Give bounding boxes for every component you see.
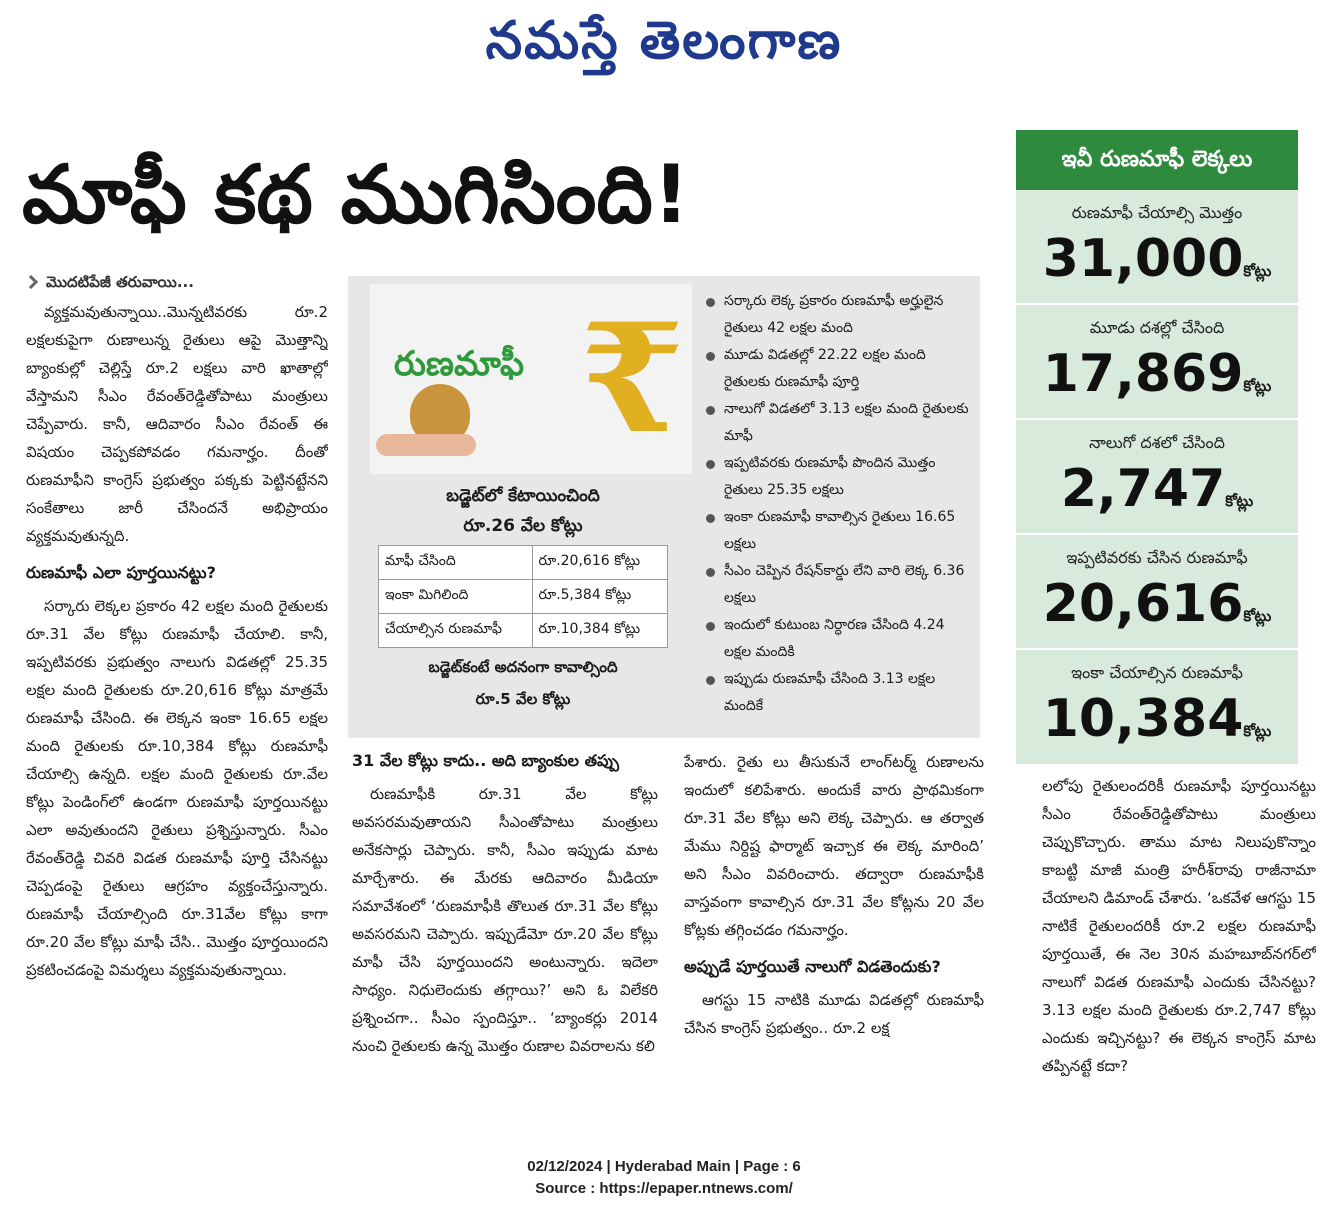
stat-item bbox=[1016, 305, 1298, 420]
table-cell-value: రూ.5,384 కోట్లు bbox=[532, 580, 667, 614]
stat-item bbox=[1016, 535, 1298, 650]
stat-label: రుణమాఫీ చేయాల్సి మొత్తం bbox=[1071, 203, 1243, 222]
list-item: ఇంకా రుణమాఫీ కావాల్సిన రైతులు 16.65 లక్షలు bbox=[704, 504, 970, 558]
masthead-logo: నమస్తే తెలంగాణ bbox=[485, 10, 843, 71]
chevron-right-icon bbox=[26, 275, 38, 289]
rupee-icon: ₹ bbox=[580, 291, 685, 467]
stat-label: మూడు దశల్లో చేసింది bbox=[1089, 318, 1225, 337]
list-item: ఇందులో కుటుంబ నిర్ధారణ చేసింది 4.24 లక్షల మందికి bbox=[704, 612, 970, 666]
stat-item bbox=[1016, 650, 1298, 765]
graphic-label: రుణమాఫీ bbox=[394, 344, 525, 384]
column-2 bbox=[352, 748, 658, 1088]
list-item: సర్కారు లెక్క ప్రకారం రుణమాఫీ అర్హులైన రైతులు 42 లక్షల మంది bbox=[704, 288, 970, 342]
budget-amount: రూ.26 వేల కోట్లు bbox=[463, 516, 583, 536]
list-item: ఇప్పుడు రుణమాఫీ చేసింది 3.13 లక్షల మందికే bbox=[704, 666, 970, 720]
table-cell-label: మాఫీ చేసింది bbox=[379, 546, 533, 580]
paragraph: లలోపు రైతులందరికీ రుణమాఫీ పూర్తయినట్టు సీఎం రేవంత్‌రెడ్డితోపాటు మంత్రులు చెప్పుకొచ్చారు. తాము మాట నిలుపుకొన్నాం కాబట్టి మాజీ మంత్రి హరీశ్‌రావు రాజీనామా చేయాలని డిమాండ్ చేశారు. ‘ఒకవేళ ఆగస్టు 15 నాటికే రైతులందరికీ రూ.2 లక్షల రుణమాఫీ పూర్తయితే, ఈ నెల 30న మహబూబ్‌నగర్‌లో నాలుగో విడత రుణమాఫీ ఎందుకు చేసినట్టు? 3.13 లక్షల మంది రైతులకు రూ.2,747 కోట్లు ఎందుకు ఇచ్చినట్టు? ఈ లెక్కన కాంగ్రెస్ మాట తప్పినట్టే కదా? bbox=[1042, 777, 1316, 1075]
continued-label: మొదటిపేజీ తరువాయి... bbox=[46, 273, 194, 291]
hand-icon bbox=[376, 434, 476, 456]
stat-unit: కోట్లు bbox=[1243, 262, 1272, 280]
column-4 bbox=[1042, 772, 1316, 1088]
table-cell-value: రూ.10,384 కోట్లు bbox=[532, 614, 667, 648]
column-3 bbox=[684, 748, 984, 1088]
column-1 bbox=[26, 268, 328, 1088]
stat-unit: కోట్లు bbox=[1225, 492, 1254, 510]
table-row bbox=[379, 546, 668, 580]
stat-value: 17,869 bbox=[1042, 344, 1244, 404]
list-item: మూడు విడతల్లో 22.22 లక్షల మంది రైతులకు రుణమాఫీ పూర్తి bbox=[704, 342, 970, 396]
stat-item bbox=[1016, 420, 1298, 535]
source-link[interactable]: Source : https://epaper.ntnews.com/ bbox=[535, 1180, 793, 1197]
budget-extra-label: బడ్జెట్‌కంటే అదనంగా కావాల్సింది bbox=[428, 658, 618, 676]
subheading: రుణమాఫీ ఎలా పూర్తయినట్టు? bbox=[26, 563, 216, 582]
loan-waiver-graphic bbox=[348, 276, 980, 738]
budget-extra-amount: రూ.5 వేల కోట్లు bbox=[475, 690, 571, 708]
paragraph: రుణమాఫీకి రూ.31 వేల కోట్లు అవసరమవుతాయని సీఎంతోపాటు మంత్రులు అనేకసార్లు చెప్పారు. కానీ, సీఎం ఇప్పుడు మాట మార్చేశారు. ఈ మేరకు ఆదివారం మీడియా సమావేశంలో ‘రుణమాఫీకి తొలుత రూ.31 వేల కోట్లు అవసరమని చెప్పారు. ఇప్పుడేమో రూ.20 వేల కోట్లు మాఫీ చేసి పూర్తయిందని అంటున్నారు. ఇదెలా సాధ్యం. నిధులెందుకు తగ్గాయి?’ అని ఓ విలేకరి ప్రశ్నించగా.. సీఎం స్పందిస్తూ.. ‘బ్యాంకర్లు 2014 నుంచి రైతులకు ఉన్న మొత్తం రుణాల వివరాలను కలి bbox=[352, 785, 658, 1055]
edition-info: 02/12/2024 | Hyderabad Main | Page : 6 bbox=[527, 1158, 801, 1175]
stat-label: ఇంకా చేయాల్సిన రుణమాఫీ bbox=[1071, 663, 1243, 682]
budget-table bbox=[378, 545, 668, 648]
table-cell-label: ఇంకా మిగిలింది bbox=[379, 580, 533, 614]
loan-waiver-stats-box bbox=[1016, 130, 1298, 764]
budget-box bbox=[378, 481, 668, 712]
stat-value: 10,384 bbox=[1042, 689, 1244, 749]
headline: మాఫీ కథ ముగిసింది! bbox=[22, 148, 690, 241]
paragraph: ఆగస్టు 15 నాటికి మూడు విడతల్లో రుణమాఫీ చేసిన కాంగ్రెస్ ప్రభుత్వం.. రూ.2 లక్ష bbox=[684, 991, 984, 1037]
list-item: నాలుగో విడతలో 3.13 లక్షల మంది రైతులకు మాఫీ bbox=[704, 396, 970, 450]
stat-label: ఇప్పటివరకు చేసిన రుణమాఫీ bbox=[1066, 548, 1248, 567]
paragraph: సర్కారు లెక్కల ప్రకారం 42 లక్షల మంది రైతులకు రూ.31 వేల కోట్లు రుణమాఫీ చేయాలి. కానీ, ఇప్పటివరకు ప్రభుత్వం నాలుగు విడతల్లో 25.35 లక్షల మంది రైతులకు రూ.20,616 కోట్లు మాత్రమే రుణమాఫీ చేసింది. ఈ లెక్కన ఇంకా 16.65 లక్షల మంది రైతులకు రూ.10,384 కోట్లు రుణమాఫీ చేయాల్సి ఉన్నది. లక్షల మంది రైతులకు రూ.వేల కోట్లు పెండింగ్‌లో ఉండగా రుణమాఫీ పూర్తయినట్టు ఎలా అవుతుందని రైతులు ప్రశ్నిస్తున్నారు. సీఎం రేవంత్‌రెడ్డి చివరి విడత రుణమాఫీ పూర్తి చేసినట్టు చెప్పడంపై రైతులు ఆగ్రహం వ్యక్తంచేస్తున్నారు. రుణమాఫీ చేయాల్సింది రూ.31వేల కోట్లు కాగా రూ.20 వేల కోట్లు మాఫీ చేసి.. మొత్తం పూర్తయిందని ప్రకటించడంపై విమర్శలు వ్యక్తమవుతున్నాయి. bbox=[26, 597, 328, 979]
table-row bbox=[379, 614, 668, 648]
table-cell-value: రూ.20,616 కోట్లు bbox=[532, 546, 667, 580]
subheading: అప్పుడే పూర్తయితే నాలుగో విడతెందుకు? bbox=[684, 957, 941, 976]
paragraph: పేశారు. రైతు లు తీసుకునే లాంగ్‌టర్మ్ రుణాలను ఇందులో కలిపేశారు. అందుకే వారు ప్రాథమికంగా రూ.31 వేల కోట్లు అని లెక్క చెప్పారు. ఆ తర్వాత మేము నిర్దిష్ట ఫార్మాట్ ఇచ్చాక ఈ లెక్క మారింది’ అని సీఎం వివరించారు. తద్వారా రుణమాఫీకి వాస్తవంగా కావాల్సిన రూ.31 వేల కోట్లను 20 వేల కోట్లకు తగ్గించడం గమనార్హం. bbox=[684, 753, 984, 939]
stat-value: 20,616 bbox=[1042, 574, 1244, 634]
stat-unit: కోట్లు bbox=[1243, 607, 1272, 625]
subheading: 31 వేల కోట్లు కాదు.. అది బ్యాంకుల తప్పు bbox=[352, 751, 619, 770]
paragraph: వ్యక్తమవుతున్నాయి..మొన్నటివరకు రూ.2 లక్షలకుపైగా రుణాలున్న రైతులు ఆపై మొత్తాన్ని బ్యాంకుల్లో చెల్లిస్తే రూ.2 లక్షలు వారి ఖాతాల్లో వేస్తామని సీఎం రేవంత్‌రెడ్డితోపాటు మంత్రులు చెప్పేవారు. కానీ, ఆదివారం సీఎం రేవంత్ ఈ విషయం చెప్పకపోవడం గమనార్హం. దీంతో రుణమాఫీని కాంగ్రెస్ ప్రభుత్వం పక్కకు పెట్టినట్టేనని సంకేతాలు జారీ చేసిందనే అభిప్రాయం వ్యక్తమవుతున్నది. bbox=[26, 303, 328, 545]
page-footer bbox=[0, 1156, 1328, 1200]
stat-unit: కోట్లు bbox=[1243, 722, 1272, 740]
rupee-illustration bbox=[370, 284, 692, 474]
stat-unit: కోట్లు bbox=[1243, 377, 1272, 395]
list-item: సీఎం చెప్పిన రేషన్‌కార్డు లేని వారి లెక్క 6.36 లక్షలు bbox=[704, 558, 970, 612]
table-row bbox=[379, 580, 668, 614]
stat-item bbox=[1016, 190, 1298, 305]
facts-list bbox=[704, 288, 970, 720]
stat-value: 31,000 bbox=[1042, 229, 1244, 289]
stat-value: 2,747 bbox=[1060, 459, 1226, 519]
list-item: ఇప్పటివరకు రుణమాఫీ పొందిన మొత్తం రైతులు 25.35 లక్షలు bbox=[704, 450, 970, 504]
stats-title: ఇవీ రుణమాఫీ లెక్కలు bbox=[1016, 130, 1298, 190]
stat-label: నాలుగో దశలో చేసింది bbox=[1089, 433, 1225, 452]
continued-from-front-page[interactable] bbox=[26, 268, 328, 296]
table-cell-label: చేయాల్సిన రుణమాఫీ bbox=[379, 614, 533, 648]
budget-title: బడ్జెట్‌లో కేటాయించింది bbox=[446, 486, 600, 506]
